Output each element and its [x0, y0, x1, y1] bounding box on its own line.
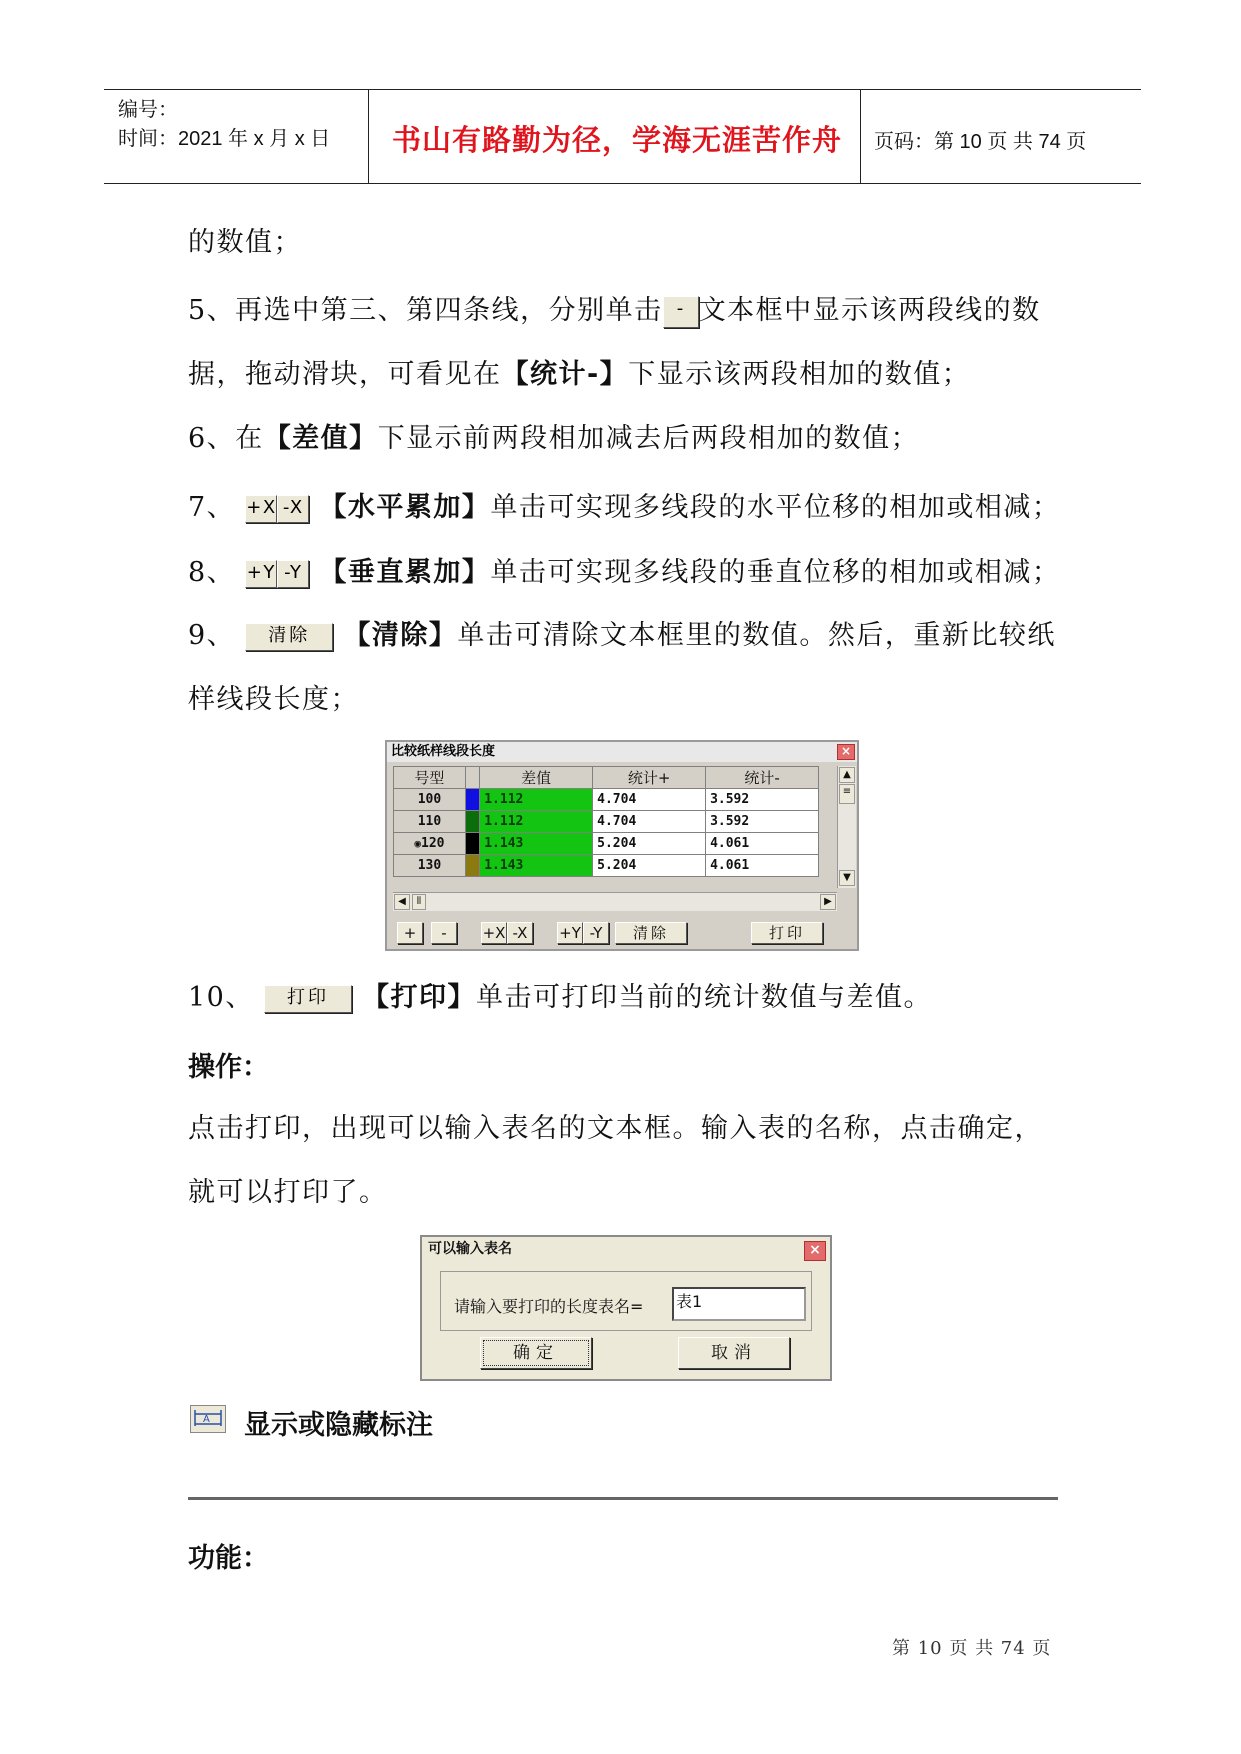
table-name-dialog-titlebar	[422, 1237, 830, 1261]
scroll-up-icon[interactable]: ▲	[839, 767, 855, 783]
minus-button-inline[interactable]: -	[663, 296, 699, 328]
table-row[interactable]	[394, 811, 819, 833]
row-size-selected[interactable]	[394, 833, 466, 855]
plus-y-button-inline[interactable]: +Y	[245, 560, 277, 588]
item-8-bold: 【垂直累加】	[319, 557, 491, 588]
row-sum-plus[interactable]: 4.704	[593, 811, 706, 833]
print-button[interactable]: 打印	[751, 922, 823, 944]
row-diff[interactable]: 1.112	[480, 811, 593, 833]
item-6-bold: 【差值】	[263, 423, 378, 454]
item-6	[188, 421, 919, 457]
item-5-text-c1: 据，拖动滑块，可看见在	[188, 359, 502, 390]
vertical-scrollbar[interactable]	[837, 766, 856, 888]
item-9	[188, 618, 1056, 654]
plus-x-button[interactable]: +X	[482, 924, 506, 942]
section-divider	[188, 1497, 1058, 1500]
compare-dialog-titlebar	[387, 742, 857, 762]
scroll-down-icon[interactable]: ▼	[839, 870, 855, 886]
row-size-value: 120	[421, 836, 445, 851]
plus-button[interactable]: +	[397, 922, 423, 944]
row-diff[interactable]: 1.143	[480, 855, 593, 877]
function-heading: 功能：	[188, 1543, 269, 1574]
minus-button[interactable]: -	[431, 922, 457, 944]
operation-heading: 操作：	[188, 1052, 269, 1083]
table-row[interactable]	[394, 833, 819, 855]
item-9-text: 单击可清除文本框里的数值。然后，重新比较纸	[457, 620, 1056, 651]
row-sum-minus[interactable]: 3.592	[706, 789, 819, 811]
footer-page-number: 第 10 页 共 74 页	[892, 1638, 1052, 1659]
row-sum-plus[interactable]: 4.704	[593, 789, 706, 811]
header-top-rule	[104, 89, 1141, 90]
item-7	[188, 490, 1060, 526]
item-5-line-1	[188, 293, 1041, 329]
item-10-num: 10、	[188, 982, 254, 1013]
annotation-toggle-icon[interactable]	[190, 1405, 226, 1433]
item-9-cont: 样线段长度；	[188, 684, 359, 715]
operation-line-1: 点击打印，出现可以输入表名的文本框。输入表的名称，点击确定，	[188, 1113, 1043, 1144]
header-bottom-rule	[104, 183, 1141, 184]
column-header-color	[465, 767, 479, 789]
row-sum-plus[interactable]: 5.204	[593, 855, 706, 877]
item-8-num: 8、	[188, 557, 236, 588]
horizontal-scrollbar[interactable]	[393, 892, 837, 911]
minus-x-button[interactable]: -X	[507, 922, 533, 944]
item-10-bold: 【打印】	[362, 982, 477, 1013]
table-name-prompt: 请输入要打印的长度表名=	[454, 1297, 644, 1316]
header-time: 时间：2021 年 x 月 x 日	[118, 128, 331, 150]
svg-text:A: A	[203, 1414, 210, 1425]
item-5-text-a: 5、再选中第三、第四条线，分别单击	[188, 295, 663, 326]
column-header-diff[interactable]: 差值	[480, 767, 593, 789]
item-10-text: 单击可打印当前的统计数值与差值。	[476, 982, 933, 1013]
item-9-num: 9、	[188, 620, 236, 651]
table-row[interactable]	[394, 855, 819, 877]
compare-grid	[393, 766, 819, 877]
row-color-swatch	[465, 855, 479, 877]
minus-y-button[interactable]: -Y	[583, 922, 609, 944]
row-size[interactable]: 110	[394, 811, 466, 833]
operation-line-2: 就可以打印了。	[188, 1177, 388, 1208]
clear-button[interactable]: 清除	[615, 922, 687, 944]
item-8-text: 单击可实现多线段的垂直位移的相加或相减；	[490, 557, 1061, 588]
row-sum-plus[interactable]: 5.204	[593, 833, 706, 855]
close-icon[interactable]: ×	[837, 744, 855, 760]
compare-lengths-dialog	[385, 740, 859, 951]
scroll-thumb[interactable]: ≡	[839, 784, 855, 804]
row-diff[interactable]: 1.143	[480, 833, 593, 855]
item-7-num: 7、	[188, 492, 236, 523]
scroll-left-icon[interactable]: ◀	[394, 894, 410, 910]
minus-x-button-inline[interactable]: -X	[277, 495, 309, 523]
row-color-swatch	[465, 833, 479, 855]
header-divider-1	[368, 89, 369, 184]
column-header-sum-minus[interactable]: 统计-	[706, 767, 819, 789]
scroll-right-icon[interactable]: ▶	[820, 894, 836, 910]
section-title: 显示或隐藏标注	[244, 1410, 433, 1441]
item-7-text: 单击可实现多线段的水平位移的相加或相减；	[490, 492, 1061, 523]
item-5-bold: 【统计-】	[501, 359, 629, 390]
row-sum-minus[interactable]: 4.061	[706, 833, 819, 855]
compare-dialog-title: 比较纸样线段长度	[391, 744, 496, 759]
row-color-swatch	[465, 789, 479, 811]
row-diff[interactable]: 1.112	[480, 789, 593, 811]
header-page-code: 页码：第 10 页 共 74 页	[874, 131, 1087, 153]
item-9-bold: 【清除】	[343, 620, 458, 651]
item-6-text-2: 下显示前两段相加减去后两段相加的数值；	[377, 423, 920, 454]
item-5-line-2	[188, 357, 970, 393]
column-header-size[interactable]: 号型	[394, 767, 466, 789]
plus-x-button-inline[interactable]: +X	[245, 495, 277, 523]
header-divider-2	[860, 89, 861, 184]
row-sum-minus[interactable]: 3.592	[706, 811, 819, 833]
table-name-dialog	[420, 1235, 832, 1381]
table-name-dialog-title: 可以输入表名	[428, 1241, 512, 1257]
hscroll-thumb[interactable]: ⦀	[412, 894, 426, 910]
table-row[interactable]	[394, 789, 819, 811]
clear-button-inline[interactable]: 清除	[245, 623, 333, 651]
print-button-inline[interactable]: 打印	[264, 985, 352, 1013]
header-motto: 书山有路勤为径，学海无涯苦作舟	[392, 123, 843, 157]
cancel-button[interactable]: 取消	[678, 1337, 790, 1369]
row-sum-minus[interactable]: 4.061	[706, 855, 819, 877]
row-size[interactable]: 130	[394, 855, 466, 877]
column-header-sum-plus[interactable]: 统计+	[593, 767, 706, 789]
row-size[interactable]: 100	[394, 789, 466, 811]
header-serial: 编号：	[118, 99, 178, 121]
item-5-text-c2: 下显示该两段相加的数值；	[628, 359, 971, 390]
table-name-input[interactable]: 表1	[672, 1287, 806, 1321]
row-color-swatch	[465, 811, 479, 833]
item-7-bold: 【水平累加】	[319, 492, 491, 523]
item-5-text-b: 文本框中显示该两段线的数	[698, 295, 1041, 326]
text-line-0: 的数值；	[188, 227, 302, 258]
ok-button[interactable]: 确定	[480, 1337, 592, 1369]
item-6-text-1: 6、在	[188, 423, 264, 454]
minus-y-button-inline[interactable]: -Y	[277, 560, 309, 588]
close-icon[interactable]: ×	[804, 1241, 826, 1261]
item-8	[188, 555, 1060, 591]
plus-y-button[interactable]: +Y	[557, 922, 583, 944]
item-10	[188, 980, 932, 1016]
radio-selected-icon: ◉	[414, 837, 421, 850]
